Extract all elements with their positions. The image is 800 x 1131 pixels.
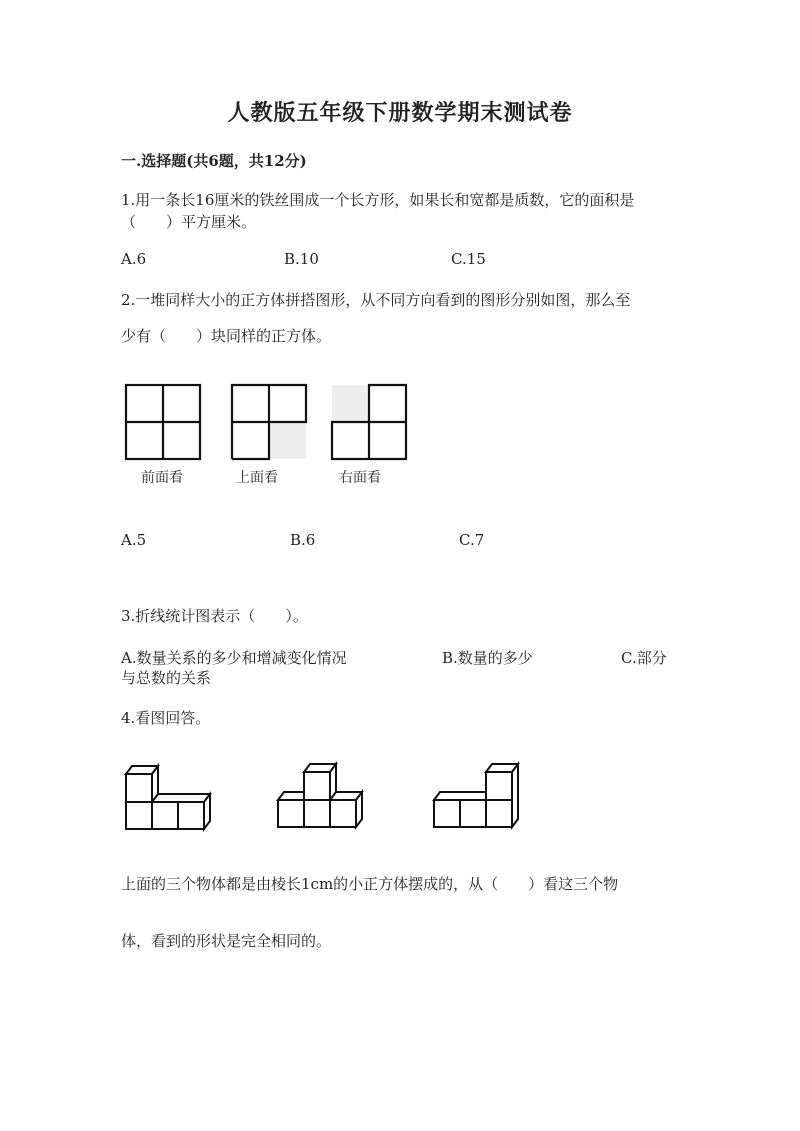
q4-text-line2: 体，看到的形状是完全相同的。	[121, 932, 332, 950]
q4-stem: 4.看图回答。	[121, 709, 211, 727]
q3-option-a: A.数量关系的多少和增减变化情况	[121, 649, 347, 667]
page-title: 人教版五年级下册数学期末测试卷	[227, 100, 573, 126]
top-view-label: 上面看	[236, 470, 278, 486]
q2-option-c: C.7	[459, 531, 485, 549]
right-view-label: 右面看	[339, 470, 381, 486]
top-view-grid	[231, 384, 307, 460]
q3-option-c: C.部分	[621, 649, 667, 667]
q2-option-b: B.6	[290, 531, 316, 549]
q2-stem-line2: 少有（ ）块同样的正方体。	[121, 327, 332, 345]
q1-stem-line1: 1.用一条长16厘米的铁丝围成一个长方形，如果长和宽都是质数，它的面积是	[121, 191, 635, 209]
q3-option-c-wrap: 与总数的关系	[121, 669, 212, 687]
cube-figure-3	[432, 762, 524, 830]
q1-option-a: A.6	[121, 250, 147, 268]
q2-option-a: A.5	[121, 531, 147, 549]
q2-stem-line1: 2.一堆同样大小的正方体拼搭图形，从不同方向看到的图形分别如图，那么至	[121, 291, 631, 309]
q1-option-b: B.10	[284, 250, 319, 268]
section-heading: 一.选择题(共6题，共12分)	[121, 152, 307, 170]
cube-figure-2	[276, 762, 368, 830]
front-view-label: 前面看	[141, 470, 183, 486]
cube-figure-1	[124, 764, 216, 832]
q1-stem-line2: （ ）平方厘米。	[121, 213, 257, 231]
q3-stem: 3.折线统计图表示（ ）。	[121, 607, 308, 625]
front-view-grid	[125, 384, 201, 460]
q1-option-c: C.15	[451, 250, 486, 268]
right-view-grid	[331, 384, 407, 460]
q3-option-b: B.数量的多少	[442, 649, 533, 667]
q4-text-line1: 上面的三个物体都是由棱长1cm的小正方体摆成的，从（ ）看这三个物	[121, 875, 619, 893]
